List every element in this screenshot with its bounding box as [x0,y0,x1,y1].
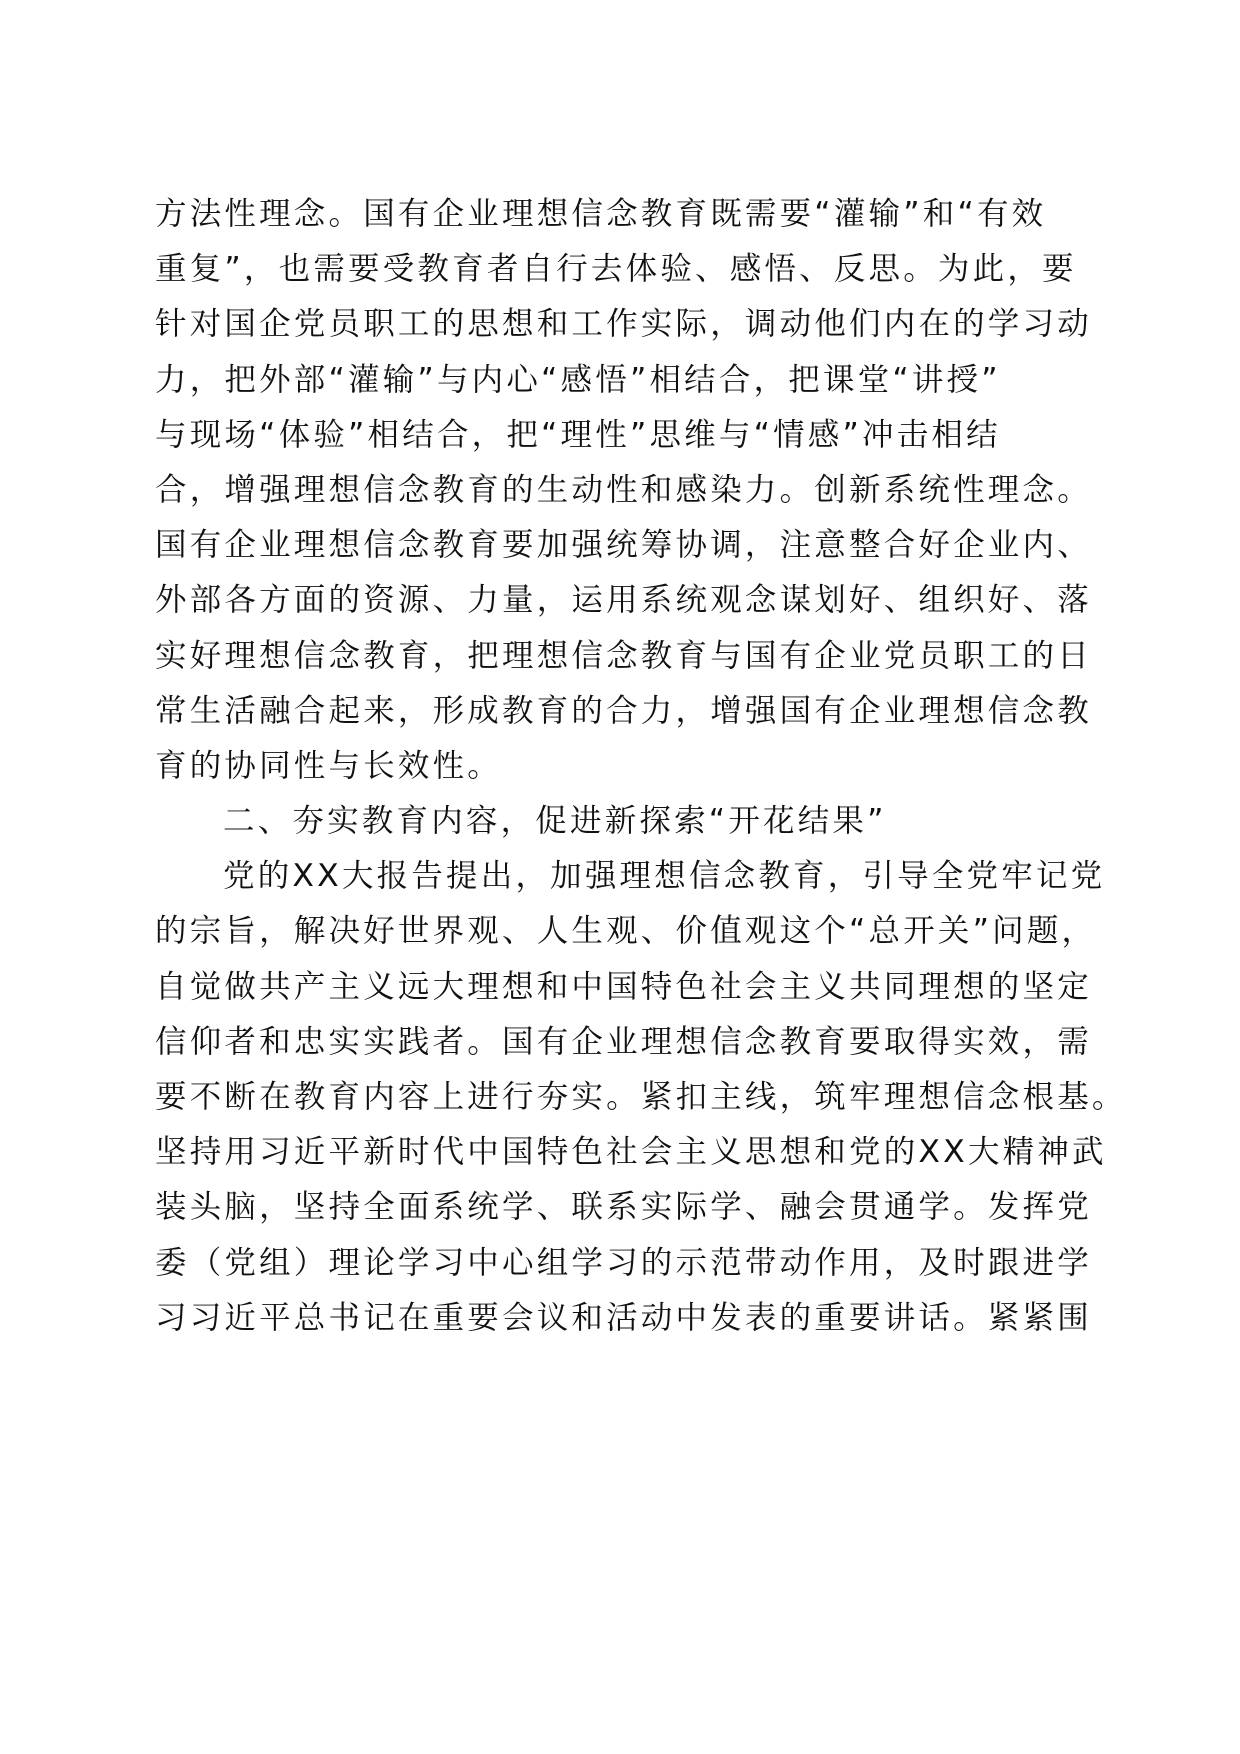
paragraph-line: 信仰者和忠实实践者。国有企业理想信念教育要取得实效，需 [155,1023,1092,1060]
paragraph-line: 委（党组）理论学习中心组学习的示范带动作用，及时跟进学 [155,1244,1092,1281]
paragraph-line: 实好理想信念教育，把理想信念教育与国有企业党员职工的日 [155,637,1092,674]
section-heading-text: 二、夯实教育内容，促进新探索“开花结果” [223,803,887,840]
paragraph-line: 常生活融合起来，形成教育的合力，增强国有企业理想信念教 [155,692,1092,729]
section-heading [155,794,1085,849]
paragraph-line: 重复”，也需要受教育者自行去体验、感悟、反思。为此，要 [155,251,1077,288]
paragraph-line: 外部各方面的资源、力量，运用系统观念谋划好、组织好、落 [155,582,1092,619]
paragraph-line: 装头脑，坚持全面系统学、联系实际学、融会贯通学。发挥党 [155,1189,1092,1226]
paragraph-line: 自觉做共产主义远大理想和中国特色社会主义共同理想的坚定 [155,968,1092,1005]
paragraph-line: 国有企业理想信念教育要加强统筹协调，注意整合好企业内、 [155,527,1092,564]
paragraph [155,849,1127,1346]
paragraph-line: 要不断在教育内容上进行夯实。紧扣主线，筑牢理想信念根基。 [155,1079,1127,1115]
paragraph-line: 的宗旨，解决好世界观、人生观、价值观这个“总开关”问题， [155,913,1097,950]
document-body [155,187,1127,1346]
paragraph-line: 育的协同性与长效性。 [155,747,503,784]
paragraph-line: 方法性理念。国有企业理想信念教育既需要“灌输”和“有效 [155,196,1047,232]
paragraph-line: 合，增强理想信念教育的生动性和感染力。创新系统性理念。 [155,471,1092,508]
paragraph-line: 力，把外部“灌输”与内心“感悟”相结合，把课堂“讲授” [155,361,1001,398]
paragraph [155,187,1092,794]
paragraph-line: 习习近平总书记在重要会议和活动中发表的重要讲话。紧紧围 [155,1299,1092,1336]
paragraph-line: 坚持用习近平新时代中国特色社会主义思想和党的XX大精神武 [155,1134,1107,1171]
paragraph-line: 党的XX大报告提出，加强理想信念教育，引导全党牢记党 [223,858,1106,895]
paragraph-line: 针对国企党员职工的思想和工作实际，调动他们内在的学习动 [155,306,1092,343]
paragraph-line: 与现场“体验”相结合，把“理性”思维与“情感”冲击相结 [155,416,1001,453]
